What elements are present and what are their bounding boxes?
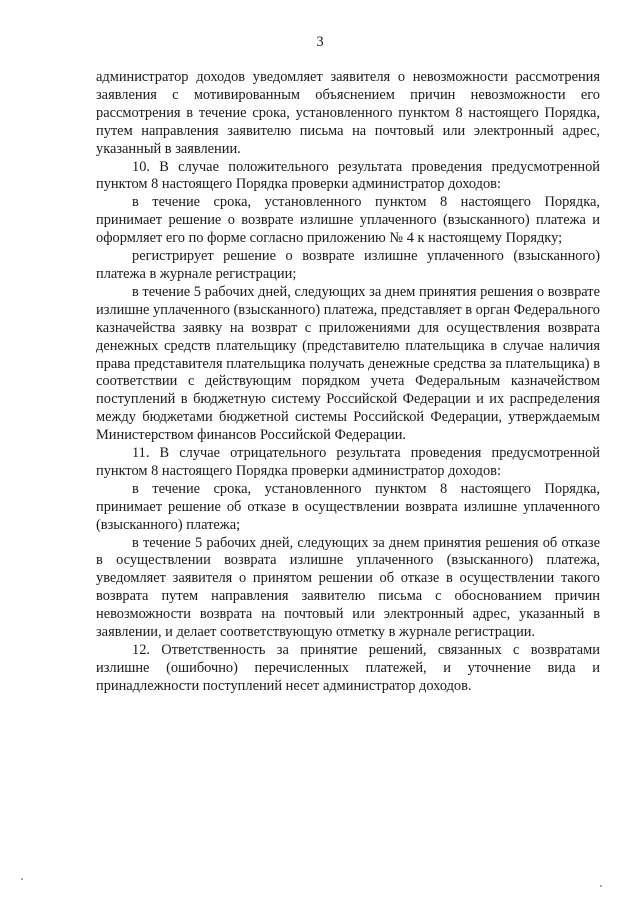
paragraph-11: 11. В случае отрицательного результата проведения предусмотренной пунктом 8 настоящего Порядка проверки администратор доходов: (96, 445, 600, 479)
paragraph-10-item-3: в течение 5 рабочих дней, следующих за днем принятия решения о возврате излишне уплаченного (взысканного) платежа, представляет в орган Федерального казначейства заявку на возврат с приложениями для осуществления возврата денежных средств плательщику (представителю плательщика в случае наличия права представителя плательщика получать денежные средства за плательщика) в соответствии с действующим порядком учета Федеральным казначейством поступлений в бюджетную систему Российской Федерации и их распределения между бюджетами бюджетной системы Российской Федерации, утверждаемым Министерством финансов Российской Федерации. (96, 283, 600, 444)
paragraph-11-item-2: в течение 5 рабочих дней, следующих за днем принятия решения об отказе в осуществлении возврата излишне уплаченного (взысканного) платежа, уведомляет заявителя о принятом решении об отказе в осуществлении такого возврата путем направления заявителю письма с обоснованием причин невозможности возврата на почтовый или электронный адрес, указанный в заявлении, и делает соответствующую отметку в журнале регистрации. (96, 534, 600, 641)
scan-speck (600, 885, 602, 887)
page-number: 3 (316, 34, 324, 50)
paragraph-10-item-2: регистрирует решение о возврате излишне уплаченного (взысканного) платежа в журнале регистрации; (96, 248, 600, 282)
paragraph-12: 12. Ответственность за принятие решений, связанных с возвратами излишне (ошибочно) перечисленных платежей, и уточнение вида и принадлежности поступлений несет администратор доходов. (96, 642, 600, 694)
paragraph-continuation: администратор доходов уведомляет заявителя о невозможности рассмотрения заявления с мотивированным объяснением причин невозможности его рассмотрения в течение срока, установленного пунктом 8 настоящего Порядка, путем направления заявителю письма на почтовый или электронный адрес, указанный в заявлении. (96, 69, 600, 157)
paragraph-11-item-1: в течение срока, установленного пунктом 8 настоящего Порядка, принимает решение об отказе в осуществлении возврата излишне уплаченного (взысканного) платежа; (96, 480, 600, 533)
scan-speck (21, 878, 23, 880)
document-body (96, 69, 600, 696)
paragraph-10: 10. В случае положительного результата проведения предусмотренной пунктом 8 настоящего Порядка проверки администратор доходов: (96, 158, 600, 193)
paragraph-10-item-1: в течение срока, установленного пунктом 8 настоящего Порядка, принимает решение о возврате излишне уплаченного (взысканного) платежа и оформляет его по форме согласно приложению № 4 к настоящему Порядку; (96, 194, 600, 247)
